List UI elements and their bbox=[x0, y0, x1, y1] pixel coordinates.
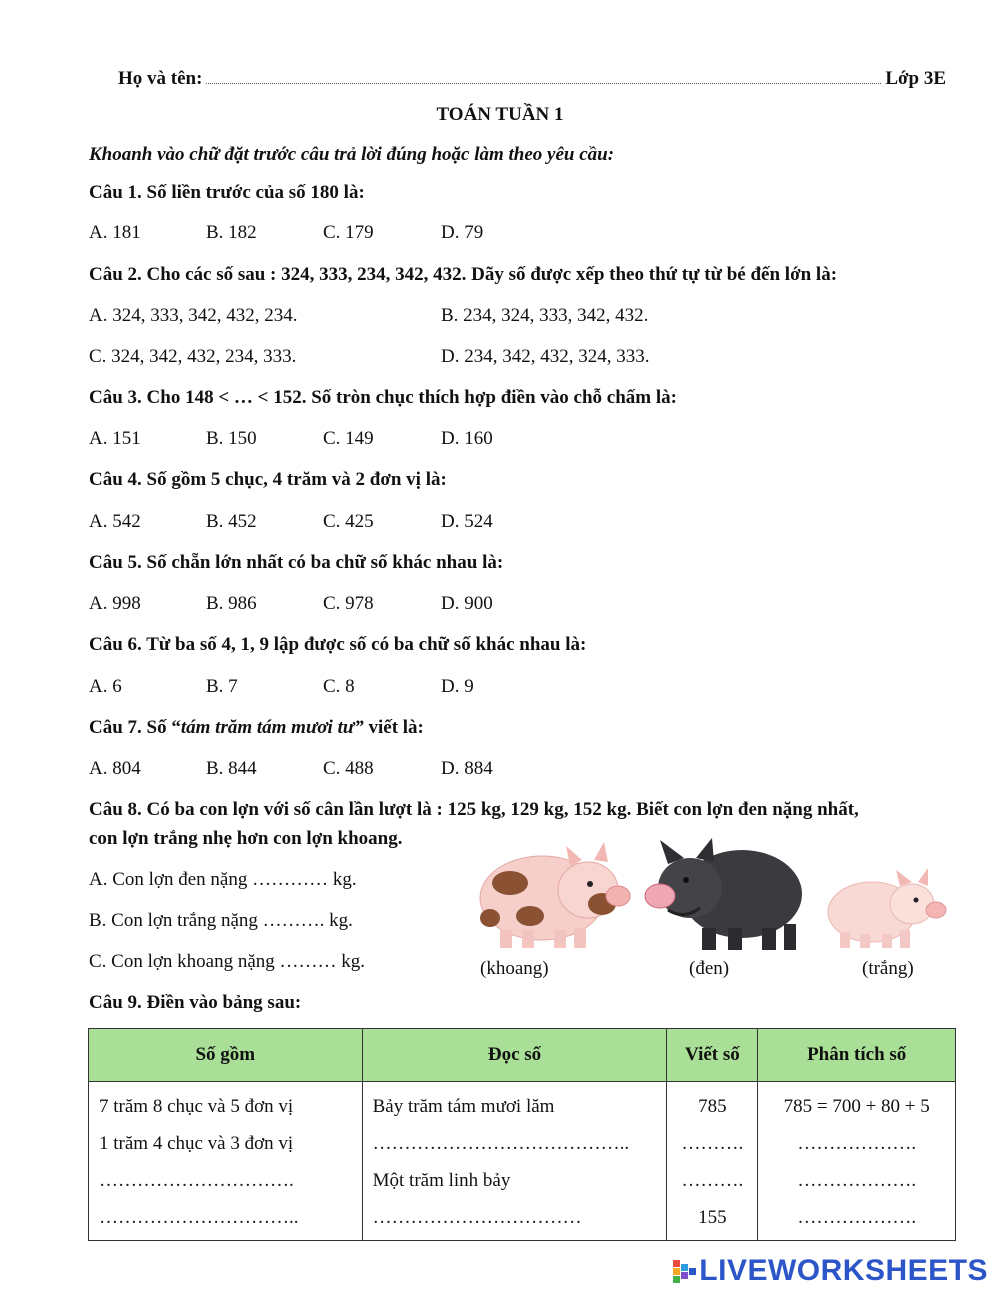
q2-option-a[interactable]: A. 324, 333, 342, 432, 234. bbox=[89, 305, 298, 326]
question-3: Câu 3. Cho 148 < … < 152. Số tròn chục thích hợp điền vào chỗ chấm là: bbox=[89, 387, 677, 408]
q1-option-b[interactable]: B. 182 bbox=[206, 222, 257, 243]
question-8-line-1: Câu 8. Có ba con lợn với số cân lần lượt là : 125 kg, 129 kg, 152 kg. Biết con lợn đen nặng nhất, bbox=[89, 799, 859, 820]
answer-table bbox=[88, 1028, 956, 1241]
q7-prefix: Câu 7. Số “ bbox=[89, 717, 181, 738]
q4-option-a[interactable]: A. 542 bbox=[89, 511, 141, 532]
white-pig-illustration bbox=[824, 866, 948, 950]
q7-option-d[interactable]: D. 884 bbox=[441, 758, 493, 779]
caption-black-pig: (đen) bbox=[689, 958, 730, 979]
cell-phan-tich: 785 = 700 + 80 + 5 bbox=[758, 1082, 956, 1126]
header-so-gom: Số gồm bbox=[89, 1029, 363, 1082]
q7-option-a[interactable]: A. 804 bbox=[89, 758, 141, 779]
table-row bbox=[89, 1162, 956, 1199]
q7-option-b[interactable]: B. 844 bbox=[206, 758, 257, 779]
q5-option-b[interactable]: B. 986 bbox=[206, 593, 257, 614]
table-header-row bbox=[89, 1029, 956, 1082]
header-viet-so: Viết số bbox=[667, 1029, 758, 1082]
cell-phan-tich-blank[interactable]: ………………. bbox=[758, 1199, 956, 1241]
question-5: Câu 5. Số chẵn lớn nhất có ba chữ số khác nhau là: bbox=[89, 552, 504, 573]
q1-option-c[interactable]: C. 179 bbox=[323, 222, 374, 243]
cell-doc-so: Bảy trăm tám mươi lăm bbox=[362, 1082, 667, 1126]
question-6: Câu 6. Từ ba số 4, 1, 9 lập được số có ba chữ số khác nhau là: bbox=[89, 634, 587, 655]
cell-so-gom-blank[interactable]: ………………………….. bbox=[89, 1199, 363, 1241]
q8-item-c[interactable]: C. Con lợn khoang nặng ……… kg. bbox=[89, 951, 366, 972]
name-fill-line[interactable] bbox=[206, 69, 881, 84]
cell-doc-so: Một trăm linh bảy bbox=[362, 1162, 667, 1199]
q5-option-d[interactable]: D. 900 bbox=[441, 593, 493, 614]
header-phan-tich-so: Phân tích số bbox=[758, 1029, 956, 1082]
q7-suffix: viết là: bbox=[363, 717, 424, 738]
q3-option-b[interactable]: B. 150 bbox=[206, 428, 257, 449]
cell-viet-so-blank[interactable]: ………. bbox=[667, 1162, 758, 1199]
question-4: Câu 4. Số gồm 5 chục, 4 trăm và 2 đơn vị là: bbox=[89, 469, 447, 490]
question-7 bbox=[89, 717, 424, 739]
q7-option-c[interactable]: C. 488 bbox=[323, 758, 374, 779]
liveworksheets-wordmark: LIVEWORKSHEETS bbox=[699, 1254, 988, 1287]
q1-option-a[interactable]: A. 181 bbox=[89, 222, 141, 243]
q4-option-d[interactable]: D. 524 bbox=[441, 511, 493, 532]
student-name-row bbox=[118, 68, 946, 90]
spotted-pig-illustration bbox=[470, 838, 640, 950]
cell-so-gom: 7 trăm 8 chục và 5 đơn vị bbox=[89, 1082, 363, 1126]
cell-viet-so: 785 bbox=[667, 1082, 758, 1126]
cell-doc-so-blank[interactable]: …………………………… bbox=[362, 1199, 667, 1241]
q3-option-a[interactable]: A. 151 bbox=[89, 428, 141, 449]
cell-phan-tich-blank[interactable]: ………………. bbox=[758, 1162, 956, 1199]
header-doc-so: Đọc số bbox=[362, 1029, 667, 1082]
cell-phan-tich-blank[interactable]: ………………. bbox=[758, 1125, 956, 1162]
q6-option-c[interactable]: C. 8 bbox=[323, 676, 355, 697]
table-row bbox=[89, 1199, 956, 1241]
table-row bbox=[89, 1125, 956, 1162]
q3-option-c[interactable]: C. 149 bbox=[323, 428, 374, 449]
table-row bbox=[89, 1082, 956, 1126]
q4-option-c[interactable]: C. 425 bbox=[323, 511, 374, 532]
q5-option-a[interactable]: A. 998 bbox=[89, 593, 141, 614]
q2-option-d[interactable]: D. 234, 342, 432, 324, 333. bbox=[441, 346, 650, 367]
q5-option-c[interactable]: C. 978 bbox=[323, 593, 374, 614]
question-9: Câu 9. Điền vào bảng sau: bbox=[89, 992, 302, 1013]
name-label: Họ và tên: bbox=[118, 68, 203, 89]
liveworksheets-icon bbox=[673, 1258, 699, 1284]
cell-viet-so-blank[interactable]: ………. bbox=[667, 1125, 758, 1162]
question-8-line-2: con lợn trắng nhẹ hơn con lợn khoang. bbox=[89, 828, 403, 849]
cell-doc-so-blank[interactable]: ………………………………….. bbox=[362, 1125, 667, 1162]
page-title: TOÁN TUẦN 1 bbox=[436, 104, 564, 125]
cell-so-gom-blank[interactable]: …………………………. bbox=[89, 1162, 363, 1199]
q7-italic: tám trăm tám mươi tư” bbox=[180, 717, 364, 738]
liveworksheets-logo bbox=[673, 1254, 988, 1288]
q3-option-d[interactable]: D. 160 bbox=[441, 428, 493, 449]
caption-spotted-pig: (khoang) bbox=[480, 958, 549, 979]
q2-option-b[interactable]: B. 234, 324, 333, 342, 432. bbox=[441, 305, 649, 326]
q1-option-d[interactable]: D. 79 bbox=[441, 222, 484, 243]
question-1: Câu 1. Số liền trước của số 180 là: bbox=[89, 182, 365, 203]
black-pig-illustration bbox=[638, 836, 806, 952]
q4-option-b[interactable]: B. 452 bbox=[206, 511, 257, 532]
caption-white-pig: (trắng) bbox=[862, 958, 914, 979]
class-label: Lớp 3E bbox=[885, 68, 946, 89]
q2-option-c[interactable]: C. 324, 342, 432, 234, 333. bbox=[89, 346, 297, 367]
q6-option-a[interactable]: A. 6 bbox=[89, 676, 122, 697]
q6-option-b[interactable]: B. 7 bbox=[206, 676, 238, 697]
question-2: Câu 2. Cho các số sau : 324, 333, 234, 342, 432. Dãy số được xếp theo thứ tự từ bé đến lớn là: bbox=[89, 264, 838, 285]
q8-item-b[interactable]: B. Con lợn trắng nặng ………. kg. bbox=[89, 910, 353, 931]
q8-item-a[interactable]: A. Con lợn đen nặng ………… kg. bbox=[89, 869, 357, 890]
q6-option-d[interactable]: D. 9 bbox=[441, 676, 474, 697]
cell-so-gom: 1 trăm 4 chục và 3 đơn vị bbox=[89, 1125, 363, 1162]
cell-viet-so: 155 bbox=[667, 1199, 758, 1241]
instruction: Khoanh vào chữ đặt trước câu trả lời đúng hoặc làm theo yêu cầu: bbox=[89, 144, 615, 165]
